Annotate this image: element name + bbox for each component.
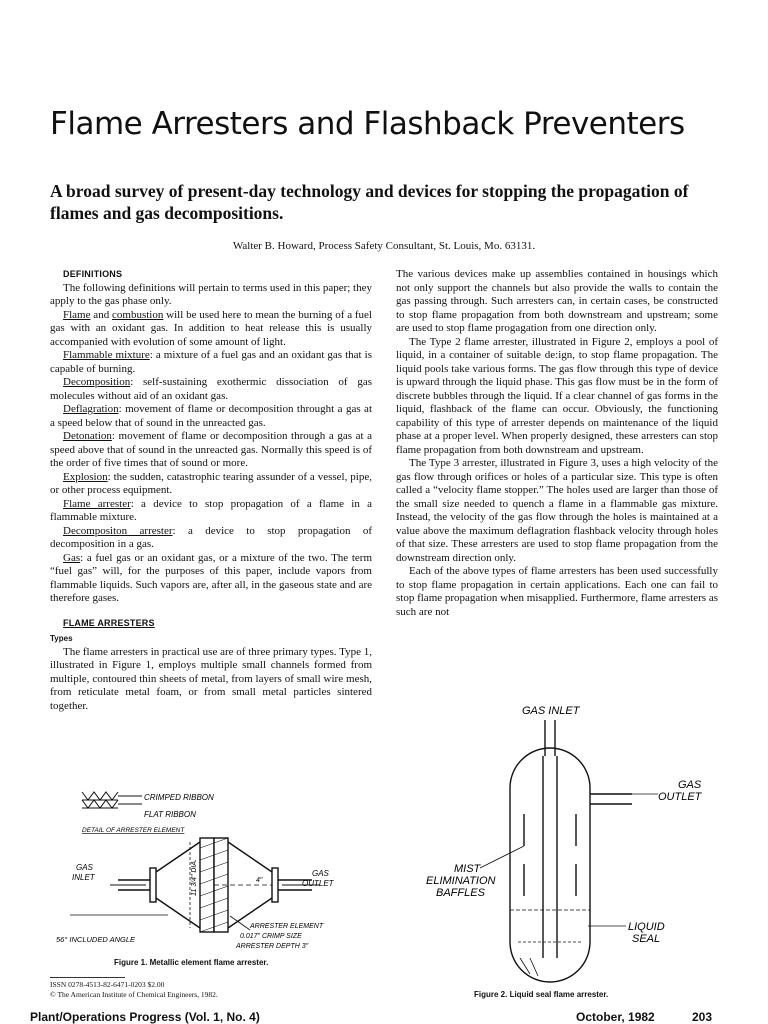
definition-term: combustion xyxy=(112,308,164,321)
definition-text: : self-sustaining exothermic dissociation of gas molecules without aid of an oxidant gas. xyxy=(50,376,372,402)
label-four-inch: 4" xyxy=(256,877,263,884)
definition-text: will be used here to mean the burning of a fuel gas with an oxidant gas. In addition to heat release this is usually accompanied with evolution of some amount of light. xyxy=(50,308,372,348)
paragraph: The Type 2 flame arrester, illustrated in Figure 2, employs a pool of liquid, in a container of suitable de:ign, to stop flame propagation. The liquid pools take various forms. The gas flow through this type of device is upward through the liquid phase. This gas flow must be in the form of discrete bubbles through the liquid. If a clear channel of gas forms in the liquid, flashback of the flame can occur. Obviously, the functioning capability of this type of arrester depends on maintenance of the liquid phase at a proper level. When properly designed, these arresters can stop flame propagation from both downstream and upstream. xyxy=(396,335,718,456)
definition-flammable-mixture xyxy=(50,349,372,376)
dimension-lines xyxy=(70,842,272,928)
definition-flame xyxy=(50,309,372,350)
arrester-element-detail xyxy=(82,792,142,808)
definition-flame-arrester xyxy=(50,498,372,525)
label-seal: SEAL xyxy=(632,933,661,945)
label-mist-elimination: ELIMINATION xyxy=(426,875,496,887)
label-mist: MIST xyxy=(454,863,481,875)
issn: ISSN 0278-4513-82-6471-0203 $2.00 xyxy=(50,980,165,989)
vessel xyxy=(510,720,632,982)
definition-text: : movement of flame or decomposition through a gas at a speed above that of sound in the unreacted gas. Normally this speed is of the order of five times that of sound or more. xyxy=(50,430,372,469)
figure-1-caption: Figure 1. Metallic element flame arrester. xyxy=(114,958,269,967)
label-gas-inlet: GAS xyxy=(76,863,93,872)
definition-decomposition-arrester xyxy=(50,525,372,552)
liquid-seal-level xyxy=(510,910,590,976)
definition-gas xyxy=(50,552,372,606)
label-arrester-element: ARRESTER ELEMENT xyxy=(250,923,324,930)
definition-detonation xyxy=(50,430,372,471)
definition-term: Flammable mixture xyxy=(63,349,150,361)
left-column xyxy=(50,268,372,713)
types-paragraph: The flame arresters in practical use are of three primary types. Type 1, illustrated in Figure 1, employs multiple small channels formed from multiple, contoured thin sheets of metal, from layers of small wire mesh, from reticulate metal foam, or from small metal particles sintered together. xyxy=(50,645,372,712)
label-gas-outlet: GAS xyxy=(678,779,702,791)
definition-term: Detonation xyxy=(63,430,112,442)
label-crimp-size: 0.017" CRIMP SIZE xyxy=(240,933,302,940)
definitions-intro: The following definitions will pertain to terms used in this paper; they apply to the gas phase only. xyxy=(50,281,372,307)
issue-date: October, 1982 xyxy=(576,1010,655,1024)
paragraph: Each of the above types of flame arresters has been used successfully to stop flame propagation in certain applications. Each one can fail to stop flame propagation when misapplied. Furthermore, flame arresters as such are not xyxy=(396,565,718,618)
right-column xyxy=(396,268,718,619)
definition-text: : a mixture of a fuel gas and an oxidant gas that is capable of burning. xyxy=(50,349,372,375)
definition-term: Flame xyxy=(63,308,91,321)
definition-decomposition xyxy=(50,376,372,403)
paragraph: The Type 3 arrester, illustrated in Figure 3, uses a high velocity of the gas flow through orifices or holes of a particular size. This type is often called a “velocity flame stopper.” The holes used are larger than those of the small size needed to quench a flame in a flammable gas mixture. Instead, the velocity of the gas flow through the holes is maintained at a value above the maximum deflagration flashback velocity through holes of that size. These arresters are used to stop flame propagation from the downstream direction only. xyxy=(396,457,718,564)
figure-2-caption: Figure 2. Liquid seal flame arrester. xyxy=(474,990,609,999)
section-heading-definitions: DEFINITIONS xyxy=(63,269,123,279)
journal-name: Plant/Operations Progress (Vol. 1, No. 4) xyxy=(30,1010,260,1024)
paragraph: The various devices make up assemblies contained in housings which not only support the channels but also provide the walls to contain the gas passing through. Such arresters can, in certain cases, be constructed to stop flame propagation from both downstream and upstream; some are used to stop flame progagation from one direction only. xyxy=(396,268,718,334)
figure-2-diagram xyxy=(400,696,730,988)
definition-term: Deflagration xyxy=(63,403,119,415)
label-arrester-depth: ARRESTER DEPTH 3" xyxy=(236,943,309,950)
label-gas-outlet-2: OUTLET xyxy=(302,879,334,888)
definition-term: Explosion xyxy=(63,470,108,483)
definition-term: Decomposition xyxy=(63,376,131,388)
label-gas-inlet: GAS INLET xyxy=(522,705,580,717)
page-title: Flame Arresters and Flashback Preventers xyxy=(50,106,685,142)
definition-term: Flame arrester xyxy=(63,497,131,510)
footnote xyxy=(50,980,218,1000)
definition-term: Gas xyxy=(63,551,81,564)
label-liquid: LIQUID xyxy=(628,921,665,933)
definition-explosion xyxy=(50,471,372,498)
figure-1-diagram xyxy=(50,780,380,960)
page-subtitle: A broad survey of present-day technology and devices for stopping the propagation of flames and gas decompositions. xyxy=(50,181,689,223)
definition-text: : movement of flame or decomposition throught a gas at a speed below that of sound in the unreacted gas. xyxy=(50,403,372,429)
label-diameter: 11 3/4" DIA. xyxy=(191,859,198,896)
label-baffles: BAFFLES xyxy=(436,887,485,899)
label-gas-outlet: GAS xyxy=(312,869,329,878)
label-gas-outlet-2: OUTLET xyxy=(658,791,702,803)
definition-connector: and xyxy=(90,308,112,321)
definition-text: : a device to stop propagation of a flame in a flammable mixture. xyxy=(50,497,372,523)
subsection-heading-types: Types xyxy=(50,634,73,643)
section-heading-flame-arresters: FLAME ARRESTERS xyxy=(63,617,155,628)
label-included-angle: 56° INCLUDED ANGLE xyxy=(56,935,135,944)
label-detail: DETAIL OF ARRESTER ELEMENT xyxy=(82,827,185,834)
label-gas-inlet-2: INLET xyxy=(72,873,95,882)
label-flat-ribbon: FLAT RIBBON xyxy=(144,810,196,819)
definition-text: : a fuel gas or an oxidant gas, or a mixture of the two. The term “fuel gas” will, for the purposes of this paper, include vapors from flammable liquids. Such vapors are, after all, in the gaseous state and are therefore gases. xyxy=(50,551,372,604)
label-crimped-ribbon: CRIMPED RIBBON xyxy=(144,793,214,802)
definition-term: Decompositon arrester xyxy=(63,524,173,537)
footnote-rule xyxy=(50,977,125,978)
author-line: Walter B. Howard, Process Safety Consultant, St. Louis, Mo. 63131. xyxy=(232,240,536,252)
definition-text: : a device to stop propagation of decomposition in a gas. xyxy=(50,524,372,550)
page-number: 203 xyxy=(692,1010,713,1024)
definition-deflagration xyxy=(50,403,372,430)
copyright: © The American Institute of Chemical Engineers, 1982. xyxy=(50,990,218,999)
definition-text: : the sudden, catastrophic tearing assunder of a vessel, pipe, or other process equipment. xyxy=(50,470,372,496)
